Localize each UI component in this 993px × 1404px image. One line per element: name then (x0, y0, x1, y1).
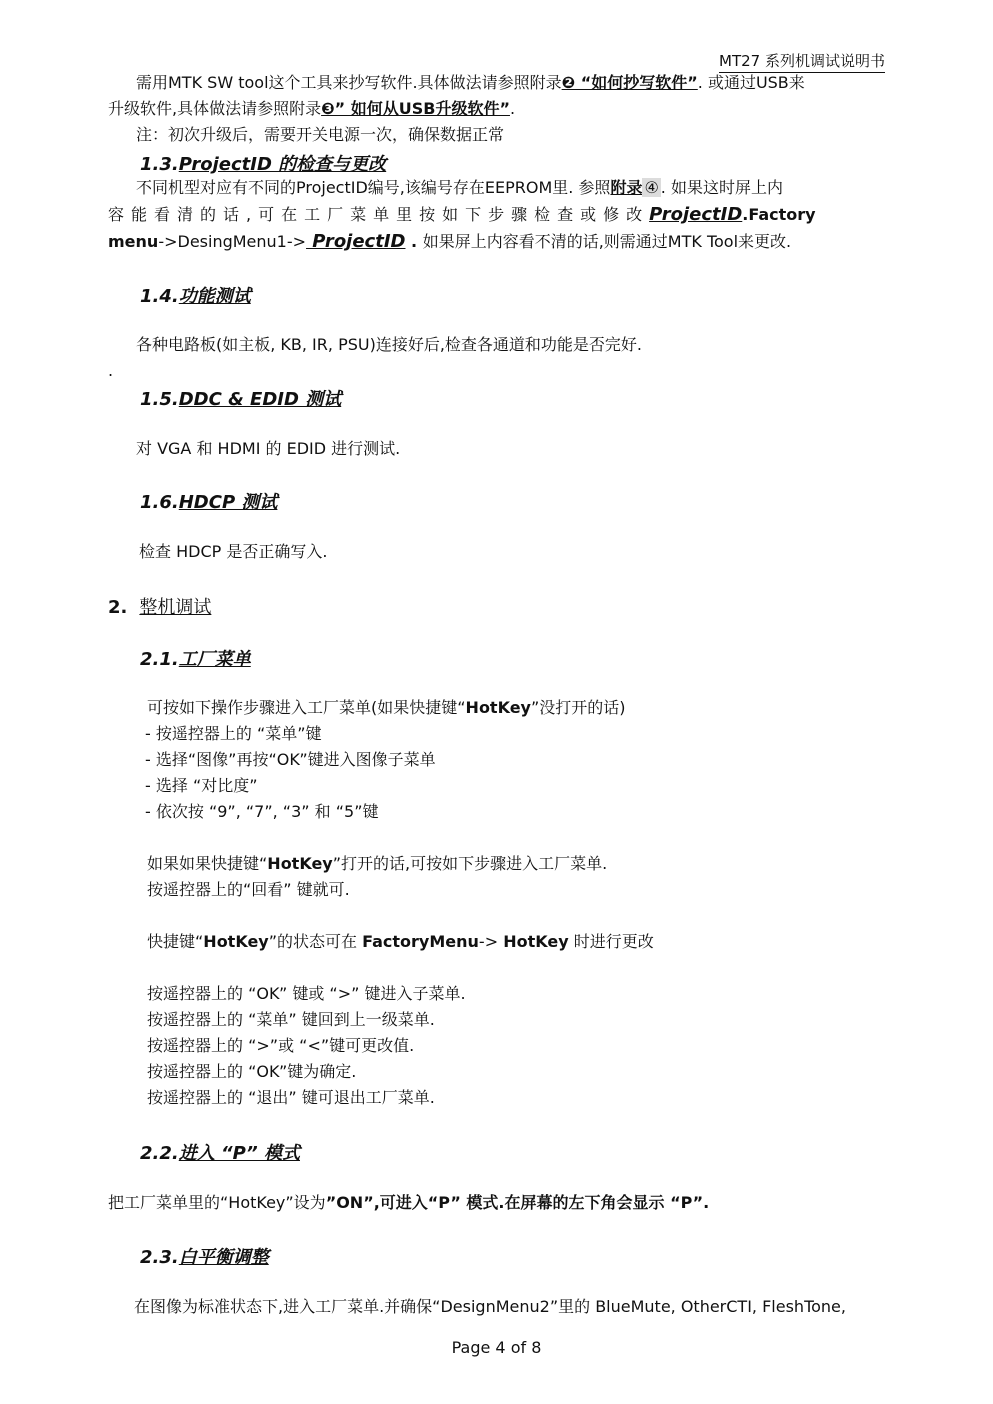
s15-body: 对 VGA 和 HDMI 的 EDID 进行测试. (136, 439, 401, 458)
intro-text: . 或通过USB来 (697, 73, 805, 92)
appendix-3-link[interactable]: ❸” 如何从USB升级软件” (321, 99, 510, 118)
projectid-term: ProjectID (306, 231, 406, 252)
body-text: . 如果这时屏上内 (660, 178, 783, 197)
step-item: - 选择 “对比度” (145, 776, 258, 795)
body-text: 可按如下操作步骤进入工厂菜单(如果快捷键“ (147, 698, 466, 717)
appendix-2-link[interactable]: ❷ “如何抄写软件” (561, 73, 698, 92)
section-1-6-heading (140, 488, 277, 514)
appendix-4-marker: ④ (644, 178, 659, 197)
s13-line-3 (108, 229, 791, 255)
section-2-1-heading (140, 645, 251, 671)
key-instruction: 按遥控器上的 “菜单” 键回到上一级菜单. (147, 1010, 435, 1029)
section-title: 工厂菜单 (178, 649, 251, 670)
step-item: - 依次按 “9”, “7”, “3” 和 “5”键 (145, 802, 379, 821)
body-text: 把工厂菜单里的“HotKey”设为 (108, 1193, 326, 1212)
section-title: DDC & EDID 测试 (178, 389, 342, 410)
body-text-bold: ”ON”,可进入“P” 模式.在屏幕的左下角会显示 “P”. (325, 1193, 710, 1212)
section-1-4-heading (140, 282, 251, 308)
s13-line-2 (108, 202, 816, 228)
s23-body: 在图像为标准状态下,进入工厂菜单.并确保“DesignMenu2”里的 BlueMute, OtherCTI, FleshTone, (134, 1297, 846, 1316)
section-title: 整机调试 (139, 597, 212, 618)
section-number: 1.4. (140, 286, 179, 307)
hotkey-return-line: 按遥控器上的“回看” 键就可. (147, 880, 350, 899)
page-number: Page 4 of 8 (451, 1338, 542, 1357)
body-text: . (405, 232, 423, 251)
factorymenu-term: FactoryMenu (362, 932, 479, 951)
intro-line-1 (136, 70, 805, 96)
s13-line-1 (136, 175, 783, 201)
factory-term: .Factory (742, 205, 816, 224)
section-number: 2. (108, 597, 128, 618)
running-header: MT27 系列机调试说明书 (719, 50, 885, 73)
body-text: 快捷键“ (147, 932, 204, 951)
body-text: ”的状态可在 (268, 932, 363, 951)
key-instruction: 按遥控器上的 “OK” 键或 “>” 键进入子菜单. (147, 984, 466, 1003)
hotkey-state-line (147, 929, 654, 955)
body-text: 容能看清的话,可在工厂菜单里按如下步骤检查或修改 (108, 205, 650, 224)
hotkey-term: HotKey (267, 854, 333, 873)
section-2-3-heading (140, 1243, 269, 1269)
hotkey-enabled-line (147, 851, 607, 877)
section-title: 进入 “P” 模式 (178, 1143, 300, 1164)
body-text: 时进行更改 (568, 932, 654, 951)
section-number: 1.6. (140, 492, 179, 513)
intro-line-2 (108, 96, 515, 122)
hotkey-term: HotKey (503, 932, 569, 951)
section-number: 2.2. (140, 1143, 179, 1164)
projectid-term: ProjectID (649, 204, 743, 225)
section-2-2-heading (140, 1139, 300, 1165)
s22-body (108, 1190, 709, 1216)
section-title: ProjectID 的检查与更改 (178, 154, 387, 175)
key-instruction: 按遥控器上的 “>”或 “<”键可更改值. (147, 1036, 415, 1055)
intro-text: . (509, 99, 516, 118)
s16-body: 检查 HDCP 是否正确写入. (139, 542, 328, 561)
body-text: 如果屏上内容看不清的话,则需通过MTK Tool来更改. (422, 232, 792, 251)
menu-term: menu (108, 232, 159, 251)
s14-body: 各种电路板(如主板, KB, IR, PSU)连接好后,检查各通道和功能是否完好. (136, 335, 642, 354)
body-text: -> (478, 932, 504, 951)
section-1-5-heading (140, 385, 341, 411)
hotkey-term: HotKey (203, 932, 269, 951)
intro-text: 升级软件,具体做法请参照附录 (108, 99, 322, 118)
body-text: 如果如果快捷键“ (147, 854, 268, 873)
section-title: HDCP 测试 (178, 492, 278, 513)
stray-dot: . (108, 361, 114, 380)
key-instruction: 按遥控器上的 “退出” 键可退出工厂菜单. (147, 1088, 435, 1107)
hotkey-term: HotKey (465, 698, 531, 717)
body-text: 不同机型对应有不同的ProjectID编号,该编号存在EEPROM里. 参照 (136, 178, 611, 197)
step-item: - 选择“图像”再按“OK”键进入图像子菜单 (145, 750, 436, 769)
section-number: 2.1. (140, 649, 179, 670)
section-title: 功能测试 (178, 286, 251, 307)
section-number: 2.3. (140, 1247, 179, 1268)
step-item: - 按遥控器上的 “菜单”键 (145, 724, 322, 743)
s21-intro (147, 695, 626, 721)
body-text: ”没打开的话) (530, 698, 626, 717)
key-instruction: 按遥控器上的 “OK”键为确定. (147, 1062, 357, 1081)
section-1-3-heading (140, 150, 386, 176)
section-number: 1.5. (140, 389, 179, 410)
appendix-4-link[interactable]: 附录 (610, 178, 643, 197)
section-2-heading (108, 593, 211, 619)
section-number: 1.3. (140, 154, 179, 175)
menu-path: ->DesingMenu1-> (158, 232, 307, 251)
body-text: ”打开的话,可按如下步骤进入工厂菜单. (332, 854, 608, 873)
intro-text: 需用MTK SW tool这个工具来抄写软件.具体做法请参照附录 (136, 73, 562, 92)
section-title: 白平衡调整 (178, 1247, 269, 1268)
upgrade-note: 注：初次升级后，需要开关电源一次，确保数据正常 (136, 125, 505, 144)
